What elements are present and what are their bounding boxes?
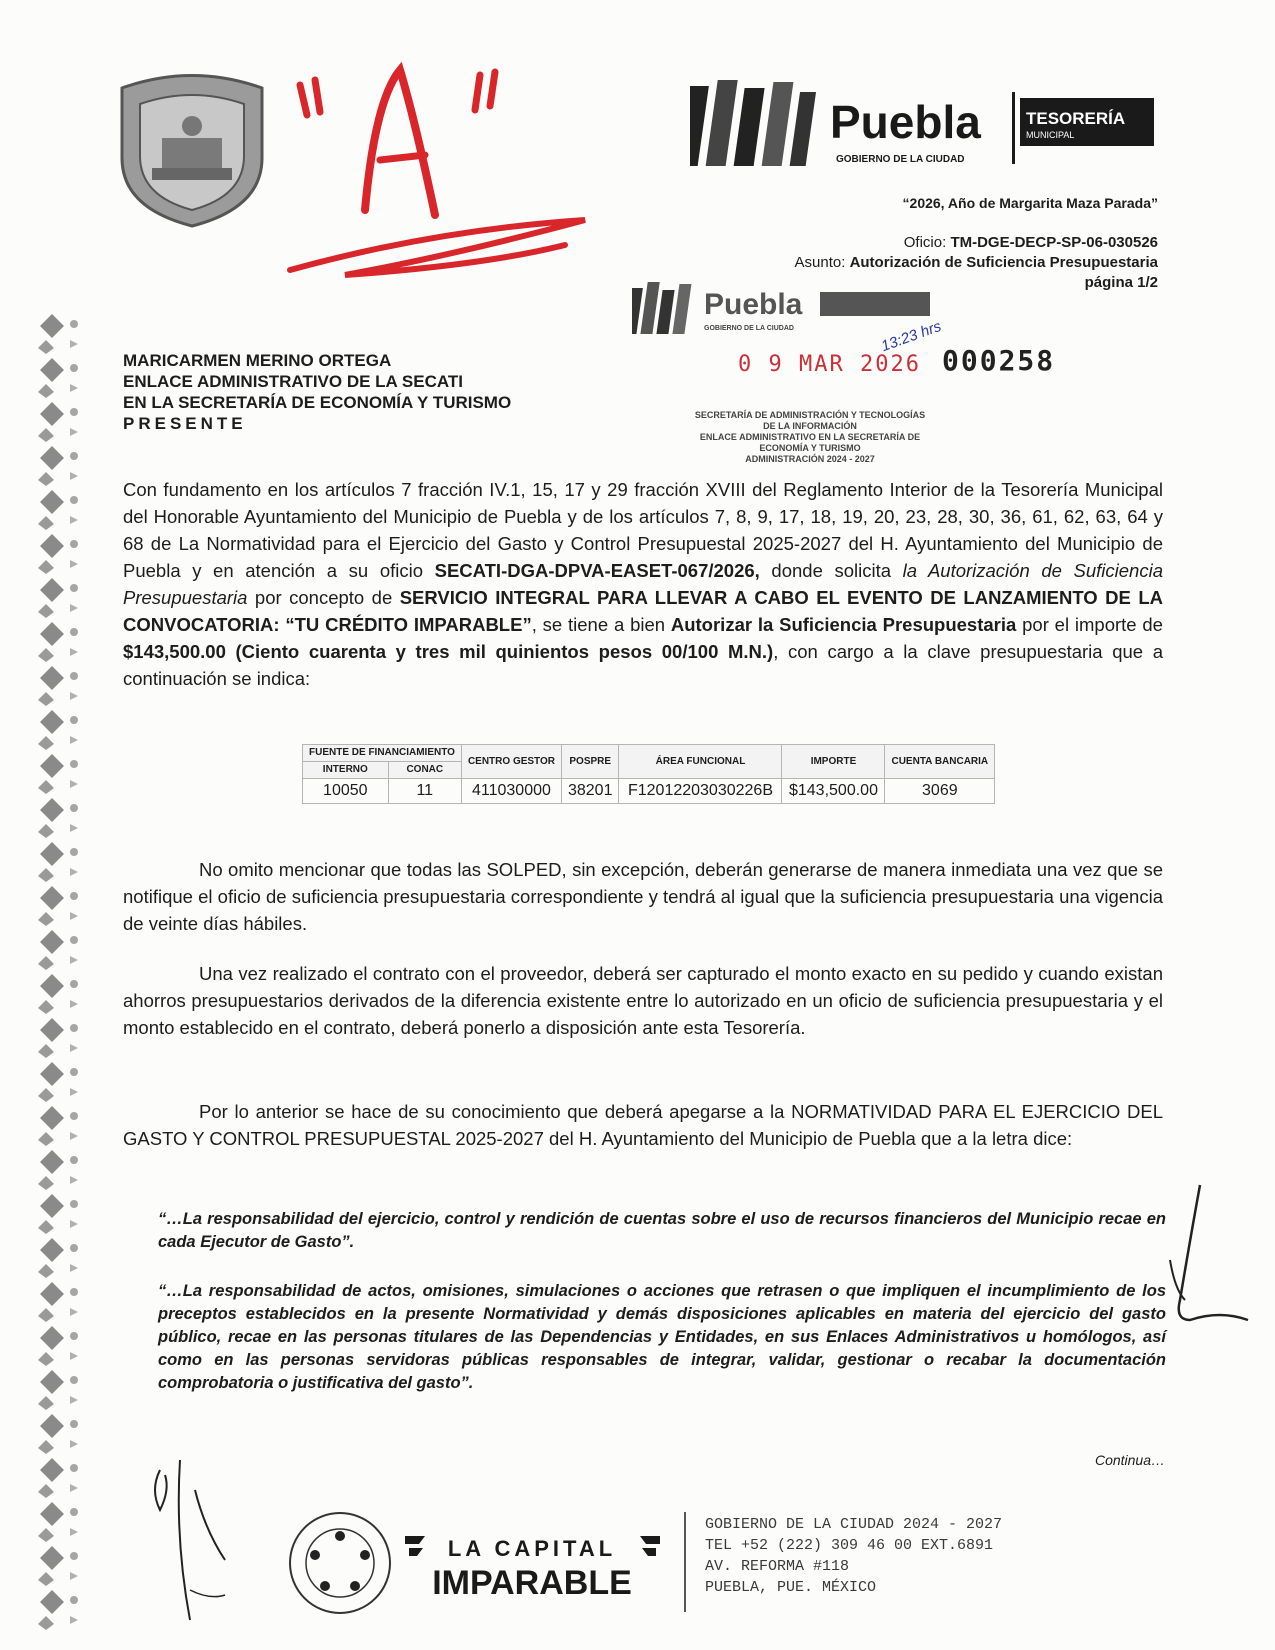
p1-text-f: , con cargo a la clave presupuestaria que a continuación se indica: bbox=[123, 641, 1163, 689]
paragraph-3: Una vez realizado el contrato con el proveedor, deberá ser capturado el monto exacto en su pedido y cuando existan ahorros presupuestarios derivados de la diferencia existente entre lo autorizado en un oficio de suficiencia presupuestaria y el monto establecido en el contrato, deberá ponerlo a disposición ante esta Tesorería. bbox=[123, 963, 1163, 1038]
red-handwritten-mark bbox=[285, 40, 595, 300]
p1-authorization: Autorizar la Suficiencia Presupuestaria bbox=[670, 614, 1017, 635]
p1-concept: SERVICIO INTEGRAL PARA LLEVAR A CABO EL EVENTO DE LANZAMIENTO DE LA CONVOCATORIA: “TU CRÉDITO IMPARABLE” bbox=[123, 587, 1163, 635]
stamp-line: ENLACE ADMINISTRATIVO EN LA SECRETARÍA DE bbox=[699, 432, 921, 442]
th-conac: CONAC bbox=[388, 762, 461, 779]
p1-text-e: por el importe de bbox=[1016, 614, 1163, 635]
address-line: PUEBLA, PUE. MÉXICO bbox=[705, 1579, 877, 1596]
oficio-number: TM-DGE-DECP-SP-06-030526 bbox=[950, 234, 1158, 251]
th-centro: CENTRO GESTOR bbox=[461, 745, 561, 779]
cell-conac: 11 bbox=[388, 779, 461, 804]
asunto-label: Asunto: bbox=[794, 254, 846, 271]
la-capital-imparable-logo bbox=[405, 1530, 660, 1600]
logo-sub-text: GOBIERNO DE LA CIUDAD bbox=[836, 154, 965, 165]
address-line: AV. REFORMA #118 bbox=[705, 1558, 850, 1575]
th-pospre: POSPRE bbox=[561, 745, 619, 779]
th-fuente: FUENTE DE FINANCIAMIENTO bbox=[303, 745, 462, 762]
cell-centro: 411030000 bbox=[461, 779, 561, 804]
cell-pospre: 38201 bbox=[561, 779, 619, 804]
stamp-date: 0 9 MAR 2026 bbox=[738, 352, 921, 377]
footer-address bbox=[705, 1514, 1002, 1598]
table-row bbox=[303, 779, 995, 804]
th-interno: INTERNO bbox=[303, 762, 389, 779]
stamp-line: DE LA INFORMACIÓN bbox=[763, 421, 857, 431]
cell-area: F12012203030226B bbox=[619, 779, 782, 804]
year-motto: “2026, Año de Margarita Maza Parada” bbox=[902, 195, 1158, 211]
continua-note: Continua… bbox=[1094, 1452, 1165, 1468]
quote-2: “…La responsabilidad de actos, omisiones, simulaciones o acciones que retrasen o que impliquen el incumplimiento de los preceptos establecidos en la presente Normatividad y demás disposiciones aplicables en materia del ejercicio del gasto público, recae en las personas titulares de las Dependencias y Entidades, en sus Enlaces Administrativos u homólogos, así como en las personas servidoras públicas responsables de integrar, validar, gestionar o recabar la documentación comprobatoria o justificativa del gasto”. bbox=[158, 1282, 1166, 1392]
th-cuenta: CUENTA BANCARIA bbox=[885, 745, 995, 779]
recipient-presente: PRESENTE bbox=[123, 414, 247, 433]
p1-italic: la Autorización de Suficiencia Presupuestaria bbox=[123, 560, 1163, 608]
oficio-label: Oficio: bbox=[903, 234, 947, 251]
equality-seal-logo bbox=[285, 1508, 395, 1618]
p1-text-d: , se tiene a bien bbox=[531, 614, 671, 635]
stamp-handwritten-time: 13:23 hrs bbox=[878, 317, 944, 356]
stamp-line: SECRETARÍA DE ADMINISTRACIÓN Y TECNOLOGÍAS bbox=[694, 410, 926, 420]
logo-dept-sub-text: MUNICIPAL bbox=[1026, 130, 1075, 140]
th-area: ÁREA FUNCIONAL bbox=[619, 745, 782, 779]
cell-cuenta: 3069 bbox=[885, 779, 995, 804]
p1-text-c: por concepto de bbox=[247, 587, 400, 608]
page-number: página 1/2 bbox=[1084, 274, 1158, 291]
p1-text-b: donde solicita bbox=[759, 560, 903, 581]
campaign-line-2: IMPARABLE bbox=[432, 1564, 632, 1600]
campaign-line-1: LA CAPITAL bbox=[447, 1536, 617, 1561]
paragraph-2: No omito mencionar que todas las SOLPED, sin excepción, deberán generarse de manera inmediata una vez que se notifique el oficio de suficiencia presupuestaria correspondiente y tendrá al igual que la suficiencia presupuestaria una vigencia de veinte días hábiles. bbox=[123, 859, 1163, 934]
cell-interno: 10050 bbox=[303, 779, 389, 804]
p1-amount: $143,500.00 (Ciento cuarenta y tres mil quinientos pesos 00/100 M.N.) bbox=[123, 641, 774, 662]
signature-right bbox=[1160, 1180, 1250, 1340]
paragraph-1 bbox=[123, 476, 1163, 692]
recipient-title-1: ENLACE ADMINISTRATIVO DE LA SECATI bbox=[123, 372, 463, 391]
asunto-text: Autorización de Suficiencia Presupuestaria bbox=[849, 254, 1158, 271]
stamp-text bbox=[660, 410, 960, 465]
municipal-seal bbox=[112, 68, 272, 228]
logo-dept-text: TESORERÍA bbox=[1026, 109, 1126, 128]
paragraph-4: Por lo anterior se hace de su conocimiento que deberá apegarse a la NORMATIVIDAD PARA EL EJERCICIO DEL GASTO Y CONTROL PRESUPUESTAL 2025-2027 del H. Ayuntamiento del Municipio de Puebla que a la letra dice: bbox=[123, 1101, 1163, 1149]
recipient-block bbox=[123, 350, 511, 434]
quote-1: “…La responsabilidad del ejercicio, control y rendición de cuentas sobre el uso de recursos financieros del Municipio recae en cada Ejecutor de Gasto”. bbox=[158, 1210, 1166, 1251]
p1-oficio-ref: SECATI-DGA-DPVA-EASET-067/2026, bbox=[434, 560, 760, 581]
stamp-line: ECONOMÍA Y TURISMO bbox=[759, 443, 861, 453]
stamp-number: 000258 bbox=[942, 344, 1056, 377]
signature-left bbox=[140, 1450, 270, 1630]
th-importe: IMPORTE bbox=[782, 745, 885, 779]
decorative-border bbox=[38, 310, 84, 1630]
stamp-logo-city: Puebla bbox=[704, 288, 803, 321]
budget-key-table bbox=[302, 744, 995, 804]
puebla-tesoreria-logo bbox=[690, 78, 1160, 178]
stamp-logo-sub: GOBIERNO DE LA CIUDAD bbox=[704, 325, 794, 332]
address-line: GOBIERNO DE LA CIUDAD 2024 - 2027 bbox=[705, 1516, 1003, 1533]
recipient-name: MARICARMEN MERINO ORTEGA bbox=[123, 351, 392, 370]
footer-divider bbox=[684, 1512, 686, 1612]
address-line: TEL +52 (222) 309 46 00 EXT.6891 bbox=[705, 1537, 994, 1554]
cell-importe: $143,500.00 bbox=[782, 779, 885, 804]
logo-city-text: Puebla bbox=[830, 96, 981, 148]
stamp-line: ADMINISTRACIÓN 2024 - 2027 bbox=[745, 454, 875, 464]
recipient-title-2: EN LA SECRETARÍA DE ECONOMÍA Y TURISMO bbox=[123, 393, 512, 412]
p1-text-a: Con fundamento en los artículos 7 fracción IV.1, 15, 17 y 29 fracción XVIII del Reglamento Interior de la Tesorería Municipal del Honorable Ayuntamiento del Municipio de Puebla y de los artículos 7, 8, 9, 17, 18, 19, 20, 23, 28, 30, 36, 61, 62, 63, 64 y 68 de La Normatividad para el Ejercicio del Gasto y Control Presupuestal 2025-2027 del H. Ayuntamiento del Municipio de Puebla y en atención a su oficio bbox=[123, 479, 1163, 581]
